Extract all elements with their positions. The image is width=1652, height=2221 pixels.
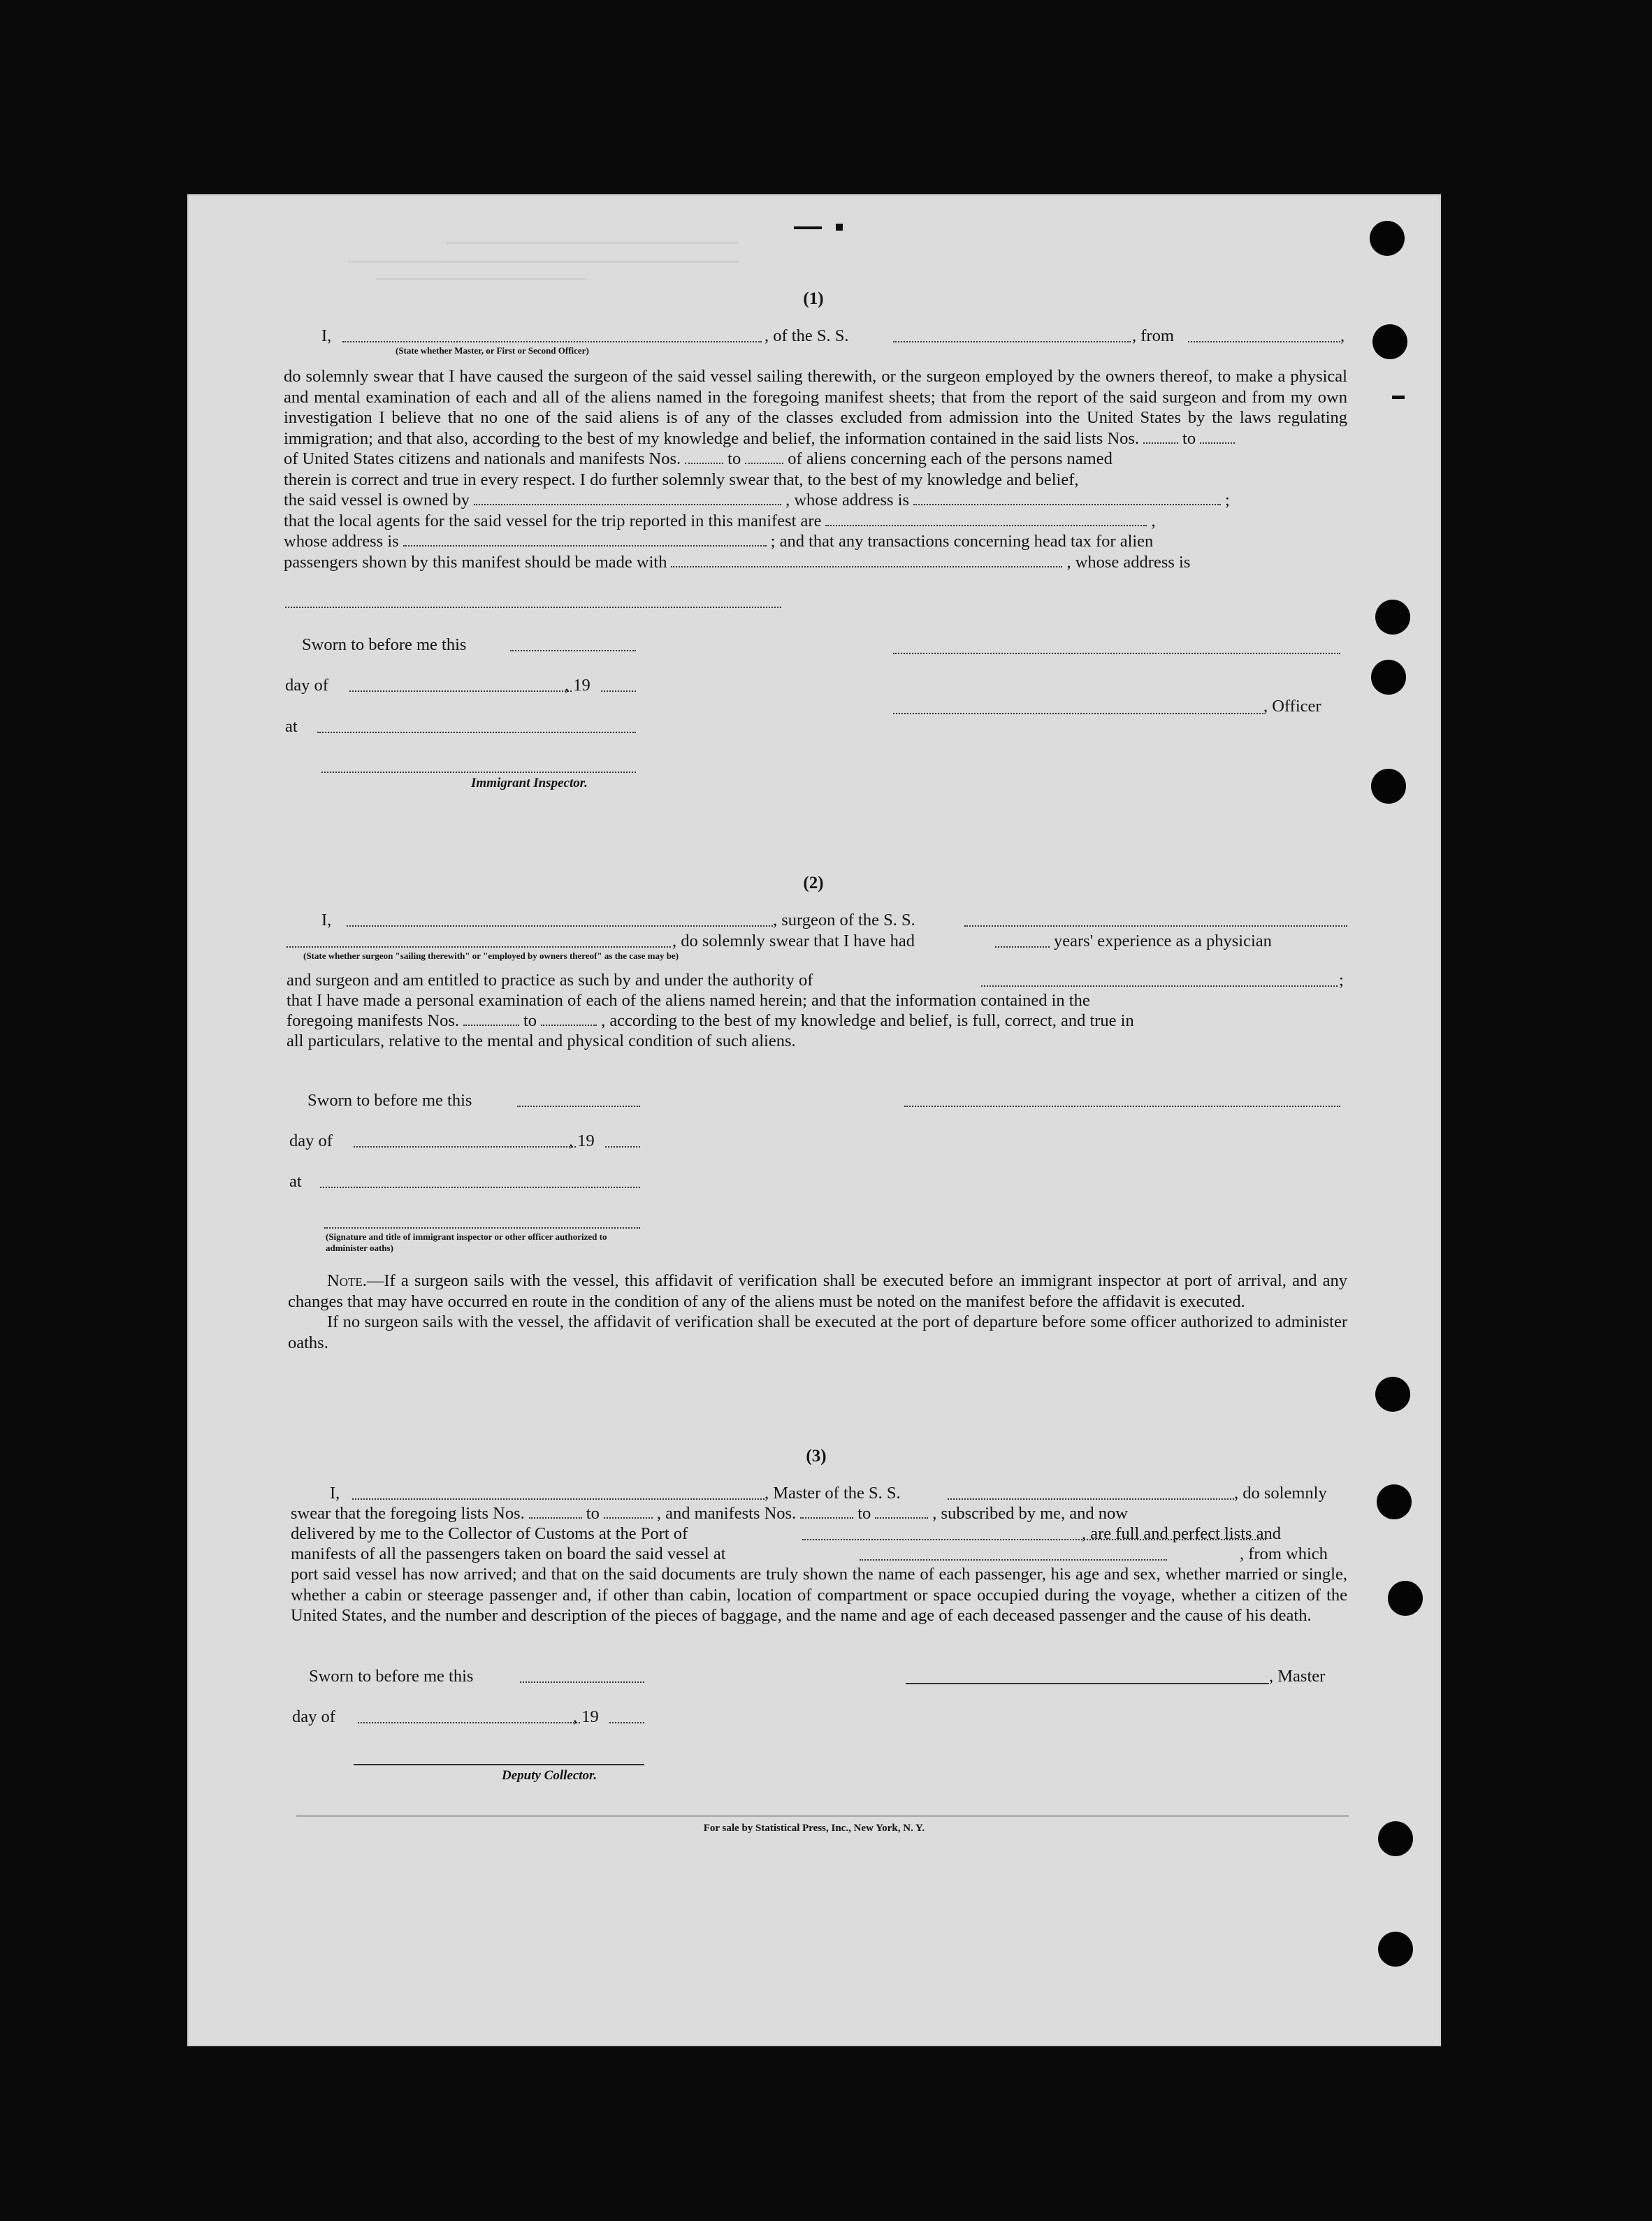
s1-para-line4: the said vessel is owned by , whose address is ; <box>284 491 1230 509</box>
s1-owner-address-field[interactable] <box>913 491 1221 505</box>
s3-rest: port said vessel has now arrived; and that on the said documents are truly shown the name of each passenger, his age and sex, whether married or single, whether a cabin or steerage passenger and, if other than cabin, location of compartment or space occupied during the voyage, whether a citizen of the United States, and the number and description of the pieces of baggage, and the name and age of each deceased passenger and the cause of his death. <box>291 1565 1347 1625</box>
punch-hole <box>1370 221 1405 256</box>
footer-imprint: For sale by Statistical Press, Inc., New York, N. Y. <box>703 1823 925 1834</box>
s3-manifests-from-field[interactable] <box>800 1505 853 1519</box>
punch-hole <box>1378 1821 1413 1856</box>
s1-para-line5: that the local agents for the said vessel for the trip reported in this manifest are , <box>284 511 1156 530</box>
s1-year: , 19 <box>565 676 590 695</box>
s2-signature-field[interactable] <box>324 1227 640 1229</box>
s1-manifests-from-field[interactable] <box>685 450 723 464</box>
s2-line5: foregoing manifests Nos. to , according to the best of my knowledge and belief, is full, correct, and true in <box>287 1011 1134 1030</box>
punch-hole <box>1388 1581 1423 1616</box>
s3-line2: swear that the foregoing lists Nos. to , and manifests Nos. to , subscribed by me, and now <box>291 1504 1128 1523</box>
s2-line6: all particulars, relative to the mental and physical condition of such aliens. <box>287 1032 796 1050</box>
s3-line3: delivered by me to the Collector of Customs at the Port of <box>291 1524 688 1543</box>
ink-mark <box>1392 396 1405 399</box>
s3-day-field[interactable] <box>358 1722 580 1723</box>
s2-nos-to-field[interactable] <box>541 1012 597 1026</box>
punch-hole <box>1371 769 1406 804</box>
s2-caption: (State whether surgeon "sailing therewith" or "employed by owners thereof" as the case may be) <box>303 950 679 961</box>
s1-inspector-sig-field[interactable] <box>321 772 636 773</box>
s1-sworn-field[interactable] <box>510 650 636 651</box>
form-page <box>187 194 1441 2046</box>
s2-sig-caption: (Signature and title of immigrant inspector or other officer authorized to administer oaths) <box>326 1231 607 1253</box>
s1-para-line7: passengers shown by this manifest should be made with , whose address is <box>284 552 1191 572</box>
s1-officer: , Officer <box>1263 697 1321 716</box>
punch-hole <box>1377 1484 1412 1519</box>
s2-sworn: Sworn to before me this <box>307 1091 472 1110</box>
s2-note-para1: Note.—If a surgeon sails with the vessel, this affidavit of verification shall be executed before an immigrant inspector at port of arrival, and any changes that may have occurred en route in the condition of any of the aliens must be noted on the manifest before the affidavit is executed. <box>288 1271 1347 1311</box>
s3-collector-label: Deputy Collector. <box>502 1768 597 1783</box>
s1-ship-field[interactable] <box>893 341 1131 342</box>
s2-years-field[interactable] <box>995 946 1050 948</box>
s1-day-of: day of <box>285 676 328 695</box>
s2-note-para2: If no surgeon sails with the vessel, the affidavit of verification shall be executed at the port of departure before some officer authorized to administer oaths. <box>288 1312 1347 1352</box>
s3-year-field[interactable] <box>609 1722 644 1723</box>
s1-from: , from <box>1132 326 1174 345</box>
s1-officer-sig-field[interactable] <box>893 653 1340 654</box>
s3-line4b: , from which <box>1240 1544 1328 1563</box>
s1-lists-from-field[interactable] <box>1143 430 1178 444</box>
s1-sworn: Sworn to before me this <box>302 635 467 654</box>
s2-authority-field[interactable] <box>981 985 1338 987</box>
bleed-through-header <box>292 242 991 312</box>
s1-from-field[interactable] <box>1188 341 1340 342</box>
section-2-number: (2) <box>803 874 824 892</box>
ink-mark <box>836 224 843 231</box>
s3-day-of: day of <box>292 1707 335 1726</box>
s3-sworn-field[interactable] <box>520 1681 644 1683</box>
s1-headtax-field[interactable] <box>671 554 1062 567</box>
s1-paragraph <box>284 366 1347 572</box>
s2-line2a: , do solemnly swear that I have had <box>672 932 915 950</box>
s1-owner-field[interactable] <box>474 491 781 505</box>
punch-hole <box>1371 660 1406 695</box>
s1-officer-title-field[interactable] <box>893 713 1263 714</box>
section-3-number: (3) <box>806 1447 827 1466</box>
s2-day-of: day of <box>289 1131 333 1150</box>
s3-ship-field[interactable] <box>948 1498 1234 1500</box>
s1-comma: , <box>1340 326 1345 345</box>
s3-i: I, <box>330 1484 340 1503</box>
s3-master-of: , Master of the S. S. <box>765 1484 901 1503</box>
punch-hole <box>1375 1377 1410 1412</box>
s1-para-text: do solemnly swear that I have caused the surgeon of the said vessel sailing therewith, or the surgeon employed by the owners thereof, to make a physical and mental examination of each and all of the aliens named in the foregoing manifest sheets; that from the report of the said surgeon and from my own investigation I believe that no one of the said aliens is of any of the classes excluded from admission into the United States by the laws regulating immigration; and that also, according to the best of my knowledge and belief, the information contained in the said lists Nos. to <box>284 367 1347 448</box>
s2-at: at <box>289 1172 302 1191</box>
s2-note <box>288 1271 1347 1353</box>
s2-surgeon-of: , surgeon of the S. S. <box>773 911 915 929</box>
s3-collector-sig-field[interactable] <box>354 1764 644 1765</box>
s1-day-field[interactable] <box>349 690 572 692</box>
s3-boarding-port-field[interactable] <box>860 1559 1167 1561</box>
s1-para-line2: of United States citizens and nationals and manifests Nos. to of aliens concerning each of the persons named <box>284 449 1113 468</box>
s2-surgeon-name-field[interactable] <box>347 925 773 927</box>
s1-para-line3: therein is correct and true in every respect. I do further solemnly swear that, to the best of my knowledge and belief, <box>284 470 1079 489</box>
s1-caption: (State whether Master, or First or Second Officer) <box>396 345 589 356</box>
s2-line2b: years' experience as a physician <box>1054 932 1272 950</box>
s1-name-field[interactable] <box>342 341 762 342</box>
s3-master-name-field[interactable] <box>352 1498 765 1500</box>
section-1-number: (1) <box>803 289 824 308</box>
s2-at-field[interactable] <box>320 1187 640 1188</box>
s1-headtax-address-field[interactable] <box>285 607 781 608</box>
s2-surgeon-sig-field[interactable] <box>904 1106 1340 1107</box>
s3-lists-from-field[interactable] <box>529 1505 582 1519</box>
s2-status-field[interactable] <box>287 946 671 948</box>
s3-lists-to-field[interactable] <box>604 1505 653 1519</box>
s3-line3b: , are full and perfect lists and <box>1082 1524 1282 1543</box>
punch-hole <box>1375 600 1410 635</box>
punch-hole <box>1378 1932 1413 1967</box>
s3-manifests-to-field[interactable] <box>875 1505 928 1519</box>
s3-do-solemnly: , do solemnly <box>1234 1484 1327 1503</box>
s2-line3: and surgeon and am entitled to practice as such by and under the authority of <box>287 971 813 990</box>
s1-lists-to-field[interactable] <box>1200 430 1235 444</box>
s1-at: at <box>285 717 298 736</box>
s1-agents-address-field[interactable] <box>403 533 767 547</box>
punch-hole <box>1372 324 1407 359</box>
s1-at-field[interactable] <box>317 732 636 733</box>
s2-year: , 19 <box>569 1131 595 1150</box>
s1-i: I, <box>321 326 332 345</box>
s2-day-field[interactable] <box>354 1146 576 1148</box>
s2-line4: that I have made a personal examination of each of the aliens named herein; and that the information contained in the <box>287 991 1090 1010</box>
s3-year: , 19 <box>573 1707 599 1726</box>
s1-para-line6: whose address is ; and that any transactions concerning head tax for alien <box>284 532 1154 551</box>
s2-year-field[interactable] <box>605 1146 640 1148</box>
s1-manifests-to-field[interactable] <box>745 450 783 464</box>
s1-inspector-label: Immigrant Inspector. <box>471 776 588 790</box>
s3-master-sig-field[interactable] <box>906 1683 1269 1684</box>
s3-master-label: , Master <box>1269 1667 1326 1686</box>
s1-agents-field[interactable] <box>825 512 1147 526</box>
s2-sworn-field[interactable] <box>517 1106 640 1107</box>
s2-semicolon: ; <box>1339 971 1344 990</box>
ink-mark <box>794 226 822 229</box>
s3-line4: manifests of all the passengers taken on board the said vessel at <box>291 1544 726 1563</box>
s1-of-ss: , of the S. S. <box>765 326 849 345</box>
s2-i: I, <box>321 911 332 929</box>
s2-nos-from-field[interactable] <box>463 1012 519 1026</box>
s3-sworn: Sworn to before me this <box>309 1667 474 1686</box>
s2-ship-field[interactable] <box>964 925 1347 927</box>
s1-year-field[interactable] <box>601 690 636 692</box>
